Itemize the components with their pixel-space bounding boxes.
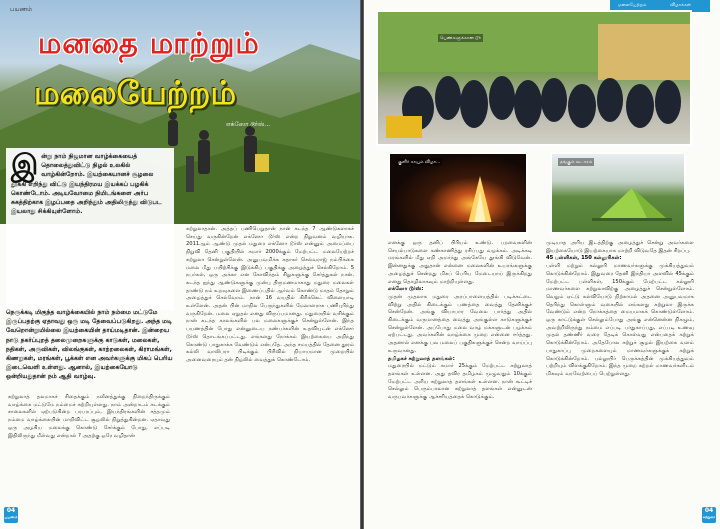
tent-image [552, 154, 686, 234]
col-r2-text: முடியாத அரிய இடத்திற்கு அழைத்துச் சென்று அவர்களை இயற்கையோடு இயற்கையாக மாற்றி விடுவதே இதன் சிறப்பு. [546, 240, 694, 254]
body-column-a: சுற்றுலாத் தலமாகச் சிதைக்கும் நவீனத்துக்கு நிறைந்திருக்கும் வாழ்க்கை மட்டுமே நம்மைச் சுற்றியுள்ளது. நாம் அன்றாடம் கடக்கும் சாலைகளில் ஏற்படுகின்ற பரபரப்பும், இயந்திரங்களின் சத்தமும் நம்மை வாழ்க்கையின் மாறிவிட்ட சூழலில் நிறுத்துகின்றன. ஏதாவது ஒரு அழகிய மலைக்கு கொண்டு சேர்க்கும் போது, எப்படி இதிலிருந்து மீள்வது என்றால் ? அதற்கு ஒரே வழிதான் [8, 394, 170, 439]
caption-fire: குளிர் காயும் விழா... [398, 160, 441, 165]
byline: எக்ஸோ டூர்ஸ்... [226, 121, 271, 128]
lede-box [6, 148, 174, 310]
body-column-b: சுற்றுலாதான். அத்தப் பணிபெறுதான் நான் கடந்த 7 ஆண்டுகளாகச் செய்து வருகின்றேன் எக்ஸோ டூர்ஸ் என்ற நிறுவனம் வழியாக. 2011ஆம் ஆண்டு முதல் மதுரை எக்ஸோ டூர்ஸ் என்னும் அமைப்பை நிறுவி தேனி பகுதியில் சுமார் 2000க்கும் மேற்பட்ட மலையேற்றச் சுற்றுலா சென்றுள்ளேன். அனுபவமிக்க சுதாகர் செல்வராஜ் நம்பிக்கை மலை மீது பயிற்சிக்கு இடுக்கிப் பகுதிக்கு அழைத்துச் செல்கிறோம். 5 நபர்கள், ஒரு அக்கா என கோவிந்தம் சிறுகளுக்கு சேர்த்துகள் நான். கடந்த ஐந்து ஆண்டுகளுக்கு முன்பு திருமணமாகாது மதுரை மலைகள் தாண்டு நம் உறவுகளை இணைப்பதில் ஆர்வம் கொண்டு மாதம் தோறும் அழைத்துச் செல்வோம். நான் 16 வயதில் கிரிக்கெட் விளையாடி உள்ளேன். அதன் பின் மாநில பேருந்துகளில் மேலாளராக பணிபுரிந்து வருகிறேன். மலை ஏறுதல் எனது விருப்பமானது. மதுரையில் வசிக்கும் நான் கடந்த காலங்களில் பல மலைகளுக்குச் சென்றுள்ளேன். இந்த பயணத்தின் போது என்னுடைய நண்பர்களின் உதவியுடன் எக்ஸோ டூர்ஸ் தொடங்கப்பட்டது. எங்களது நோக்கம் இயற்கையை அறிந்து கொண்டு பாதுகாக்க வேண்டும் என்பதே. அந்த சமயத்தில் தேனை தூரம் கல்லி வாலிபரா பிடிக்கும் பிரிவில் நியாயமான முறையில் அனைவரையும் தன் நிழலில் வைத்துக் கொண்டோம். [186, 226, 354, 363]
page-number-left [4, 507, 18, 523]
body-column-r1 [388, 240, 532, 402]
right-page [364, 0, 720, 529]
headline-line1: மனதை மாற்றும் [38, 26, 260, 60]
tent-photo [550, 152, 686, 234]
page-number: 04 [704, 507, 714, 514]
subheading-schools: 45 பள்ளிகள், 150 கல்லூரிகள்: [546, 255, 622, 262]
group-photo [376, 10, 692, 146]
caption-tent: தங்கும் கூடாரம் [560, 160, 593, 165]
lede-text: ன்று நாம் நிஜமான வாழ்க்கையைத் தொலைத்துவிட்டு நிழல் உலகில் வாழ்கின்றோம். இயற்கையானச் சூழலை தூக்கி எறிந்து விட்டு இயந்திரமய இயக்கப் பழகிக் கொண்டோம். அடியவோமை நிமிடங்களை அர்ப சுகத்திற்காக இழப்பதை அறிந்தும் அதிலிருந்து விடுபட இயலாது சிக்கியுள்ளோம். [11, 153, 162, 216]
headline-line2: மலையேற்றம் [34, 74, 237, 112]
badge-label-b: விழாக்கள் [670, 3, 691, 8]
page-section: பயணம் [4, 515, 18, 519]
col-r1c-text: மதுரையில் மட்டும் சுமார் 25க்கும் மேற்பட்ட சுற்றுலாத் தளங்கள் உள்ளன. அது தவிர தமிழகம் முழுவதும் 10க்கும் மேற்பட்ட அரிய சுற்றுலாத் தளங்கள் உள்ளன. நான் கூட்டிச் செல்லும் பெரும்பாலான சுற்றுலாத் தளங்கள் என்னுடன் வருபவர்களுக்கு ஆச்சரியத்தைக் கொடுக்கும். [388, 363, 532, 401]
col-r1b-text: முதன் முதலாக மதுரை அரப்பாளையத்தில் படிக்கட்டை விற்று அதில் கிடைக்கும் பணத்தை வைத்து தேனிக்குச் சென்றேன். அங்கு வியாபார வேலை பார்த்து அதில் கிடைக்கும் வருமானத்தை வைத்து அங்குள்ள காடுகளுக்குச் சென்றுள்ளேன். அப்போது மலை வாழ் மக்களுடன் பழக்கம் ஏற்பட்டது. அவர்களின் வாழ்க்கை முறை என்னை ஈர்த்தது. அதனால் எனக்கு பல மலைப் பகுதிகளுக்குச் சென்ற வாய்ப்பு உருவானது. [388, 293, 532, 354]
page-section: சுற்றுலா [702, 515, 716, 519]
page-number: 04 [6, 507, 16, 514]
subheading-exo-tours: எக்ஸோ டூர்ஸ்: [388, 286, 424, 293]
subheading-tourist-spots: தமிழகச் சுற்றுலாத் தளங்கள்: [388, 355, 455, 362]
col-r1-text: எனக்கு ஒரு தனிப் பிரியம் உண்டு. பறவைகளின் செயல்பாடுகளை கண்காணித்து ரசிப்பது வழக்கம். அடிக்கடி மரங்களில் மீது ஏறி அமர்ந்து அங்கேயே தூங்கி விடுவேன். இன்னதுக்கு அதுதான் என்னை மலைகளின் உயரங்களுக்கு அழைத்துச் சென்றது மிகப் பெரிய மேடையாய் இருக்கிறது எனது தொழிலாகவும் மாற்றியுள்ளது. [388, 240, 532, 285]
badge-label-a: மலையேற்றம் [618, 3, 647, 8]
body-column-r2 [546, 240, 694, 379]
campfire-image [390, 154, 528, 234]
campfire-photo [388, 152, 528, 234]
section-tag: பயணம் [10, 6, 33, 13]
group-people-image [378, 12, 692, 146]
lede-continuation: நெருக்கடி மிகுந்த வாழ்க்கையில் நாம் நம்மை மட்டுமே இருப்பதற்கு ஏதாவது ஒரு மடி தேவைப்படுகிறது. அந்த மடி வேறொன்றுமில்லை இயற்கையின் தாய்மடிதான். இன்றைய நாடு நகர்ப்புறத் தலைமுறைகளுக்கு காடுகள், மலைகள், நதிகள், அருவிகள், விலங்குகள், காற்றலைகள், கிராமங்கள், கிணறுகள், மரங்கள், பூக்கள் என அவர்களுக்கு மிகப் பெரிய இடைவெளி உள்ளது. ஆனால், இயற்கையோடு ஒன்றியதுதான் நம் ஆதி வாழ்வு. [6, 309, 173, 381]
page-number-right [702, 507, 716, 523]
drop-cap: இ [11, 148, 39, 181]
col-r2b-text: பள்ளி மற்றும் கல்லூரி மாணவர்களுக்கு முக்கியத்துவம் கொடுக்கின்றோம். இதுவரை தேனி இந்தியா அளவில் 45க்கும் மேற்பட்ட பள்ளிகள், 150க்கும் மேற்பட்ட கல்லூரி மாணவர்களை சுற்றுலாவிற்கு அழைத்துச் சென்றுள்ளோம். வெறும் ஏட்டு கல்வியோடு நிற்காமல் அதனை அனுபவமாக தெரிந்து கொள்ளும் வகையில் எங்களது சுற்றுலா இருக்க வேண்டும் என்ற நோக்கத்தை மையமாகக் கொண்டுள்ளோம். ஒரு காட்டுக்குள் செல்லும்போது அங்கு என்னென்ன நிகழும், அவற்றிலிருந்து நம்மை எப்படி பாதுகாப்பது, எப்படி உணவு முதல் தண்ணீர் வரை தேடிக் கொள்வது என்பதைக் கற்றுக் கொடுக்கின்றோம். அதேபோல சுற்றுச் சூழல் இயற்கை வளம் பாதுகாப்பு முறைகளையும் மாணவர்களுக்குக் கற்றுக் கொடுக்கின்றோம். பல்லுயிர் பெருக்கத்தின் முக்கியத்துவம் பற்றியும் விளக்குகிறோம். இந்த முறை கற்றல் மாணவர்களிடம் மிகவும் வரவேற்பைப் பெற்றுள்ளது. [546, 263, 694, 377]
caption-group: பெண்களுக்கான டூர் [440, 36, 481, 41]
